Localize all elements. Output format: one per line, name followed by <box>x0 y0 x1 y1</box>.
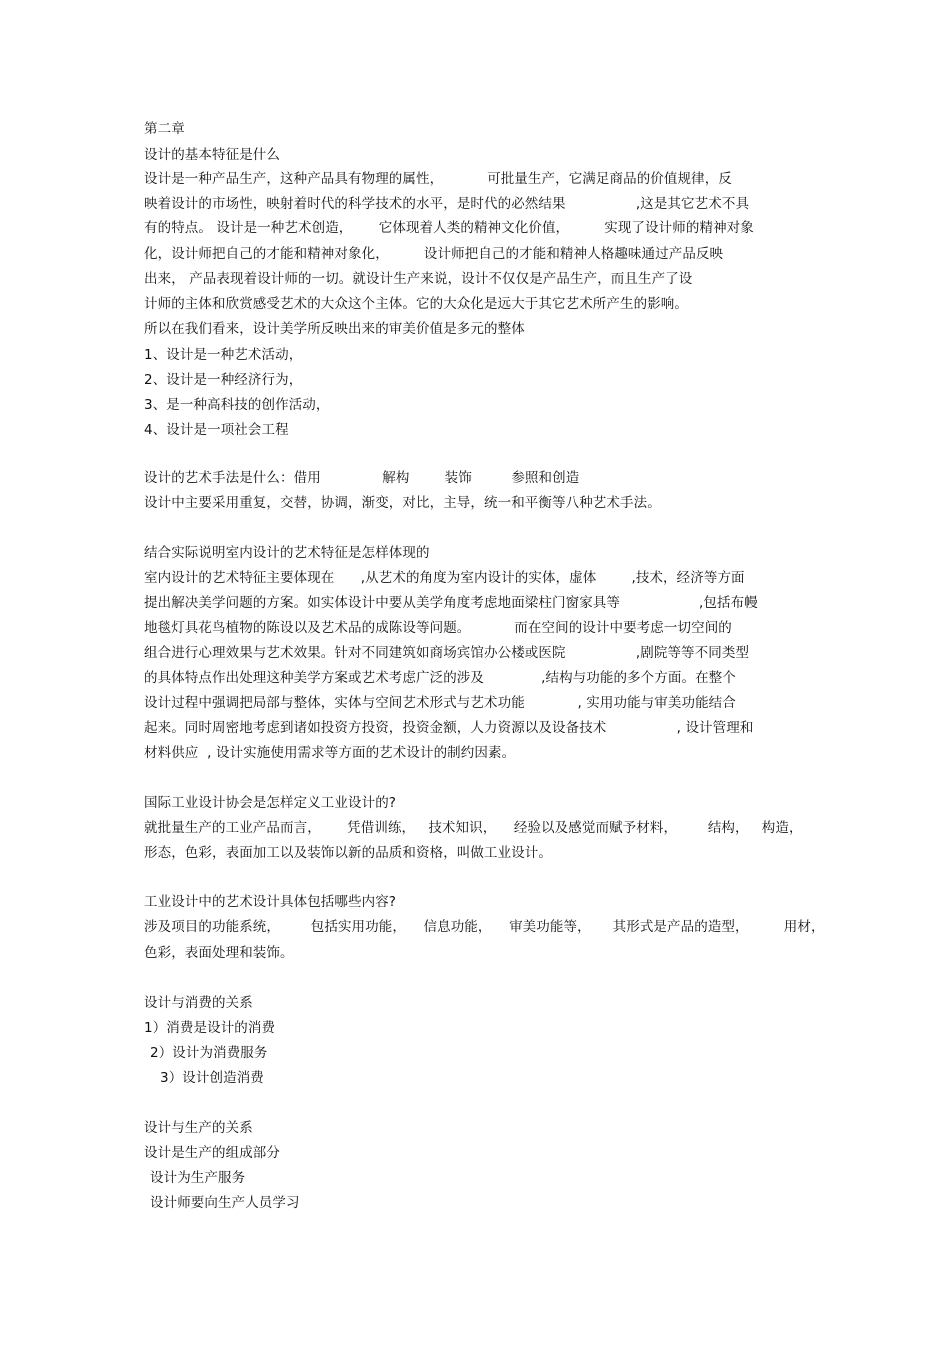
paragraph-line: 映着设计的市场性，映射着时代的科学技术的水平，是时代的必然结果 ,这是其它艺术不具 <box>144 196 750 212</box>
paragraph-line: 所以在我们看来，设计美学所反映出来的审美价值是多元的整体 <box>144 321 525 337</box>
paragraph-line: 形态，色彩，表面加工以及装饰以新的品质和资格，叫做工业设计。 <box>144 845 552 861</box>
paragraph-line: 涉及项目的功能系统， 包括实用功能， 信息功能， 审美功能等， 其形式是产品的造型， 用材， <box>144 919 825 935</box>
list-item: 2）设计为消费服务 <box>150 1045 268 1061</box>
paragraph-line: 设计过程中强调把局部与整体，实体与空间艺术形式与艺术功能 , 实用功能与审美功能结合 <box>144 695 736 711</box>
paragraph-line: 有的特点。 设计是一种艺术创造， 它体现着人类的精神文化价值， 实现了设计师的精神对象 <box>144 220 754 236</box>
chapter-heading: 第二章 <box>144 121 185 137</box>
paragraph-line: 出来， 产品表现着设计师的一切。就设计生产来说，设计不仅仅是产品生产，而且生产了设 <box>144 271 693 287</box>
paragraph-line: 材料供应 , 设计实施使用需求等方面的艺术设计的制约因素。 <box>144 745 516 761</box>
paragraph-line: 就批量生产的工业产品而言， 凭借训练， 技术知识， 经验以及感觉而赋予材料， 结构， 构造， <box>144 820 803 836</box>
paragraph-line: 提出解决美学问题的方案。如实体设计中要从美学角度考虑地面梁柱门窗家具等 ,包括布幔 <box>144 595 758 611</box>
section-heading: 工业设计中的艺术设计具体包括哪些内容? <box>144 894 397 910</box>
paragraph-line: 起来。同时周密地考虑到诸如投资方投资，投资金额，人力资源以及设备技术 , 设计管理和 <box>144 720 754 736</box>
list-item: 2、设计是一种经济行为， <box>144 372 303 388</box>
paragraph-line: 的具体特点作出处理这种美学方案或艺术考虑广泛的涉及 ,结构与功能的多个方面。在整个 <box>144 670 736 686</box>
section-heading: 设计的艺术手法是什么：借用 解构 装饰 参照和创造 <box>144 470 580 486</box>
list-item: 1）消费是设计的消费 <box>144 1020 276 1036</box>
paragraph-line: 室内设计的艺术特征主要体现在 ,从艺术的角度为室内设计的实体，虚体 ,技术，经济等方面 <box>144 570 745 586</box>
paragraph-line: 计师的主体和欣赏感受艺术的大众这个主体。它的大众化是远大于其它艺术所产生的影响。 <box>144 296 688 312</box>
list-item: 设计是生产的组成部分 <box>144 1145 280 1161</box>
paragraph-line: 组合进行心理效果与艺术效果。针对不同建筑如商场宾馆办公楼或医院 ,剧院等等不同类型 <box>144 645 750 661</box>
list-item: 3）设计创造消费 <box>160 1070 264 1086</box>
paragraph-line: 化，设计师把自己的才能和精神对象化， 设计师把自己的才能和精神人格趣味通过产品反映 <box>144 246 724 262</box>
list-item: 1、设计是一种艺术活动， <box>144 347 303 363</box>
paragraph-line: 色彩，表面处理和装饰。 <box>144 945 294 961</box>
paragraph-line: 设计是一种产品生产，这种产品具有物理的属性， 可批量生产，它满足商品的价值规律，反 <box>144 171 732 187</box>
section-heading: 设计与消费的关系 <box>144 995 253 1011</box>
section-heading: 国际工业设计协会是怎样定义工业设计的? <box>144 795 397 811</box>
list-item: 设计为生产服务 <box>150 1170 246 1186</box>
list-item: 4、设计是一项社会工程 <box>144 422 289 438</box>
paragraph-line: 设计中主要采用重复，交替，协调，渐变，对比，主导，统一和平衡等八种艺术手法。 <box>144 495 661 511</box>
list-item: 设计师要向生产人员学习 <box>150 1195 300 1211</box>
section-heading: 设计的基本特征是什么 <box>144 147 280 163</box>
section-heading: 结合实际说明室内设计的艺术特征是怎样体现的 <box>144 545 430 561</box>
list-item: 3、是一种高科技的创作活动， <box>144 397 330 413</box>
section-heading: 设计与生产的关系 <box>144 1120 253 1136</box>
paragraph-line: 地毯灯具花鸟植物的陈设以及艺术品的成陈设等问题。 而在空间的设计中要考虑一切空间的 <box>144 620 732 636</box>
